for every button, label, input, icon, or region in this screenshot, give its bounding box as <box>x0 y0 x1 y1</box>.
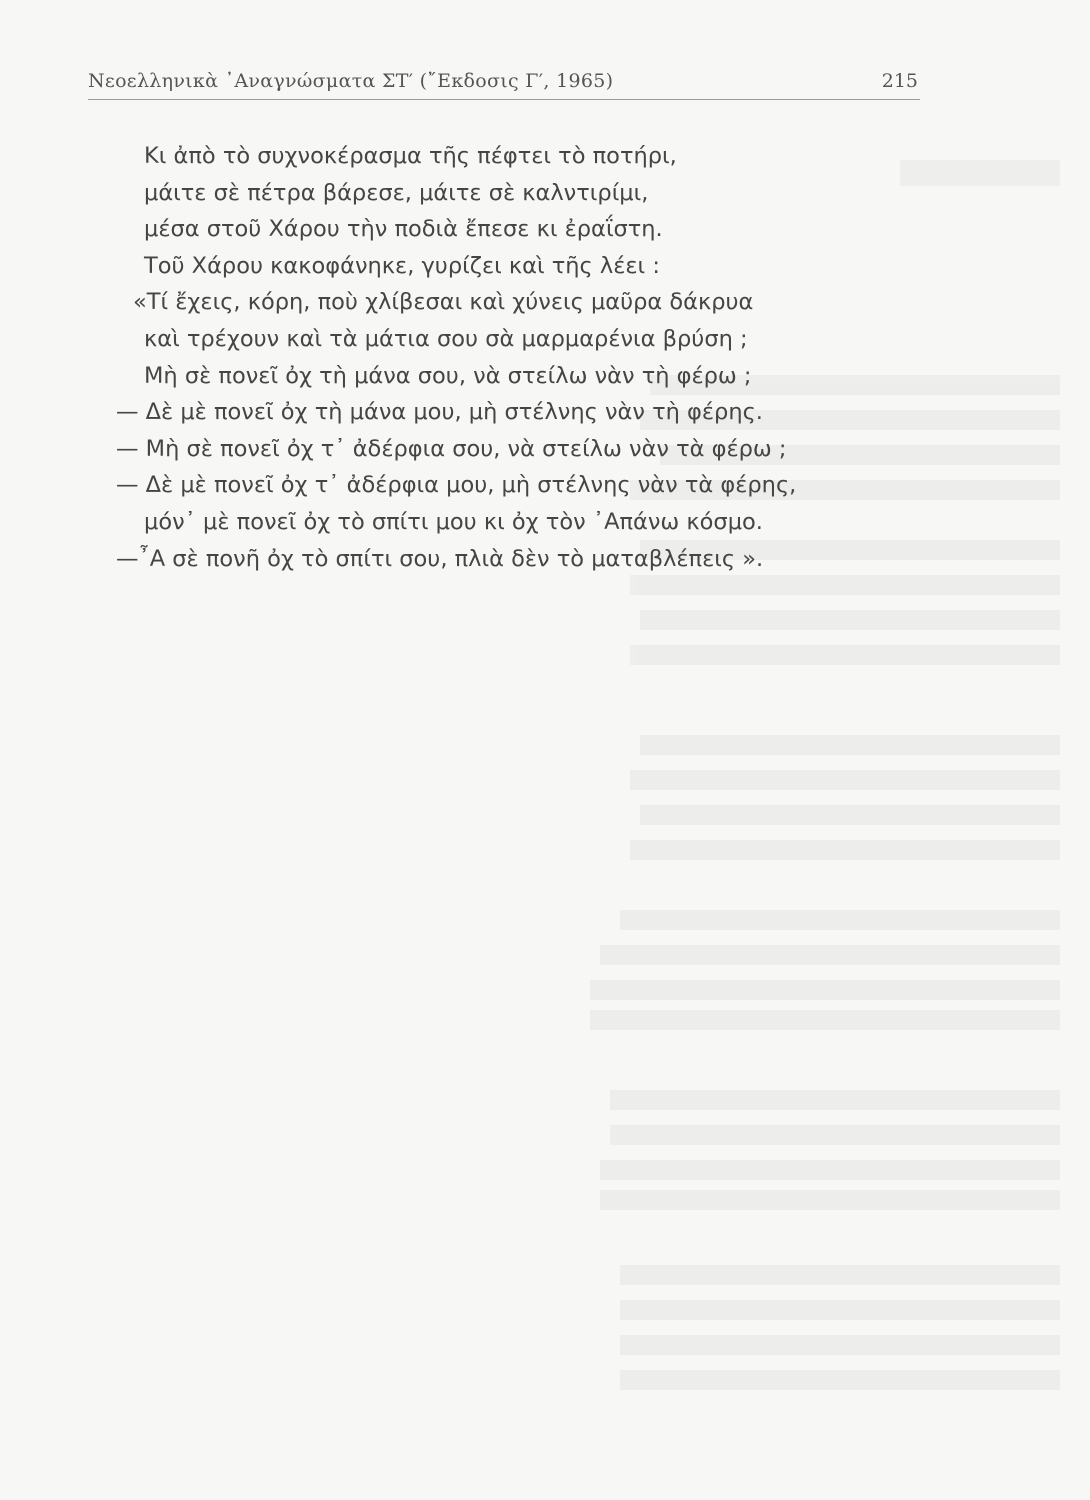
poem-line <box>112 467 892 504</box>
poem-line-text: μέσα στοῦ Χάρου τὴν ποδιὰ ἔπεσε κι ἐραΐστη. <box>144 216 663 243</box>
running-title: Νεοελληνικὰ ᾿Αναγνώσματα ΣΤ′ (῎Εκδοσις Γ′, 1965) <box>88 70 614 92</box>
poem-line <box>112 284 892 321</box>
poem-line <box>112 541 892 578</box>
poem-line <box>112 248 892 285</box>
header-rule <box>88 99 920 100</box>
poem-line-text: Μὴ σὲ πονεῖ ὀχ τὴ μάνα σου, νὰ στείλω νὰν τὴ φέρω ; <box>144 362 752 389</box>
poem-line-text: καὶ τρέχουν καὶ τὰ μάτια σου σὰ μαρμαρένια βρύση ; <box>144 325 748 352</box>
poem-line-text: Κι ἀπὸ τὸ συχνοκέρασμα τῆς πέφτει τὸ ποτήρι, <box>144 143 677 169</box>
poem-line-text: —῏Α σὲ πονῆ ὀχ τὸ σπίτι σου, πλιὰ δὲν τὸ ματαβλέπεις ». <box>116 545 764 572</box>
poem-line <box>112 321 892 358</box>
poem-line <box>112 431 892 468</box>
poem-line-text: Τοῦ Χάρου κακοφάνηκε, γυρίζει καὶ τῆς λέει : <box>144 252 660 279</box>
poem-line-text: μάιτε σὲ πέτρα βάρεσε, μάιτε σὲ καλντιρίμι, <box>144 179 649 206</box>
poem-line <box>112 138 892 175</box>
page-header <box>88 66 920 102</box>
poem-line-text: μόν᾿ μὲ πονεῖ ὀχ τὸ σπίτι μου κι ὀχ τὸν ᾿Απάνω κόσμο. <box>144 508 763 535</box>
poem-line-text: — Μὴ σὲ πονεῖ ὀχ τ᾿ ἀδέρφια σου, νὰ στείλω νὰν τὰ φέρω ; <box>116 435 787 462</box>
poem-text <box>112 138 892 577</box>
page-number: 215 <box>881 70 918 92</box>
poem-line <box>112 175 892 212</box>
poem-line <box>112 211 892 248</box>
poem-line-text: «Τί ἔχεις, κόρη, ποὺ χλίβεσαι καὶ χύνεις μαῦρα δάκρυα <box>133 289 754 316</box>
poem-line-text: — Δὲ μὲ πονεῖ ὀχ τὴ μάνα μου, μὴ στέλνης νὰν τὴ φέρης. <box>116 399 763 426</box>
poem-line <box>112 358 892 395</box>
poem-line <box>112 504 892 541</box>
poem-line-text: — Δὲ μὲ πονεῖ ὀχ τ᾿ ἀδέρφια μου, μὴ στέλνης νὰν τὰ φέρης, <box>116 472 797 499</box>
poem-line <box>112 394 892 431</box>
